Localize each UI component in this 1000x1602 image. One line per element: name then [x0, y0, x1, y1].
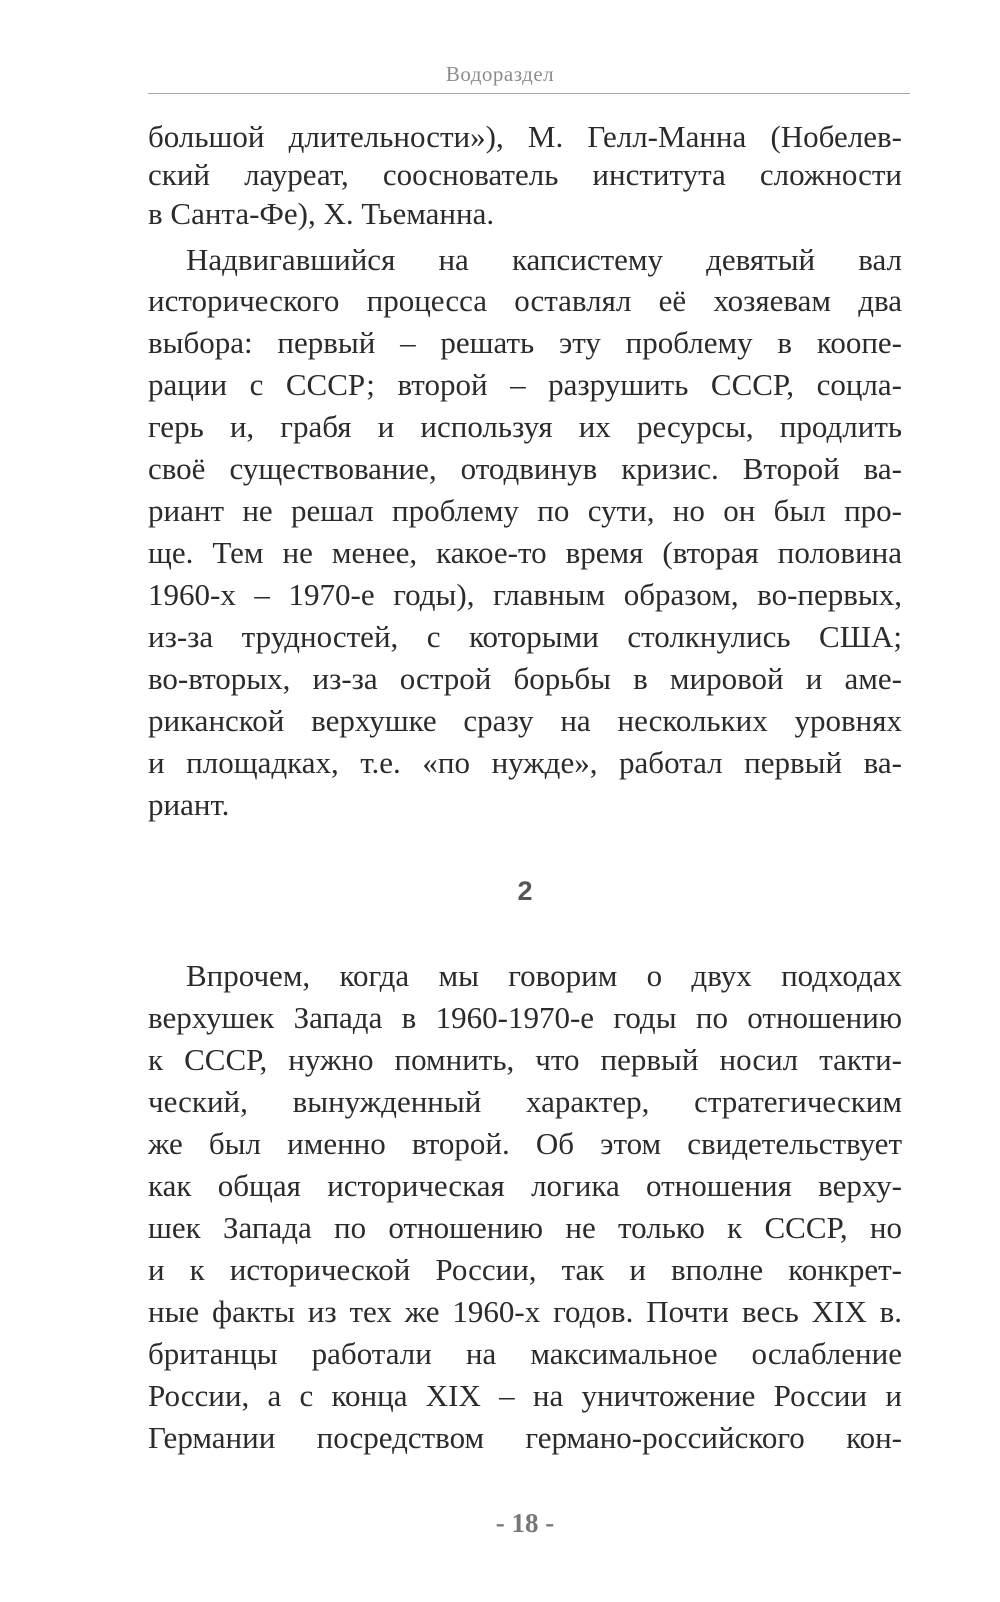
text-line: ческий, вынужденный характер, стратегическим: [148, 1084, 902, 1119]
text-line: в Санта-Фе), Х. Тьеманна.: [148, 196, 495, 231]
text-line: Германии посредством германо-российского кон-: [148, 1420, 902, 1455]
text-line: рации с СССР; второй – разрушить СССР, соцла-: [148, 367, 902, 402]
text-line: во-вторых, из-за острой борьбы в мировой и аме-: [148, 661, 902, 696]
text-line: и к исторической России, так и вполне конкрет-: [148, 1252, 902, 1287]
text-line: риканской верхушке сразу на нескольких уровнях: [148, 703, 902, 738]
text-line: ще. Тем не менее, какое-то время (вторая половина: [148, 535, 902, 570]
text-line: ные факты из тех же 1960-х годов. Почти весь XIX в.: [148, 1294, 902, 1329]
text-line: верхушек Запада в 1960-1970-е годы по отношению: [148, 1000, 902, 1035]
text-line: ский лауреат, сооснователь института сложности: [148, 157, 902, 192]
text-line: как общая историческая логика отношения верху-: [148, 1168, 902, 1203]
header-rule: [148, 93, 910, 94]
text-line: и площадках, т.е. «по нужде», работал первый ва-: [148, 745, 902, 780]
text-line: риант не решал проблему по сути, но он был про-: [148, 493, 902, 528]
text-line: риант.: [148, 787, 230, 822]
text-line: исторического процесса оставлял её хозяевам два: [148, 283, 902, 318]
text-line: России, а с конца XIX – на уничтожение России и: [148, 1378, 902, 1413]
text-line: Надвигавшийся на капсистему девятый вал: [186, 242, 902, 277]
text-line: Впрочем, когда мы говорим о двух подходах: [186, 958, 902, 993]
text-line: к СССР, нужно помнить, что первый носил такти-: [148, 1042, 902, 1077]
text-line: герь и, грабя и используя их ресурсы, продлить: [148, 409, 902, 444]
text-line: своё существование, отодвинув кризис. Второй ва-: [148, 451, 902, 486]
text-line: шек Запада по отношению не только к СССР, но: [148, 1210, 902, 1245]
text-line: большой длительности»), М. Гелл-Манна (Нобелев-: [148, 119, 902, 154]
section-number: 2: [517, 876, 533, 906]
text-line: из-за трудностей, с которыми столкнулись США;: [148, 619, 902, 654]
text-line: же был именно второй. Об этом свидетельствует: [148, 1126, 902, 1161]
page-number: - 18 -: [495, 1508, 555, 1538]
running-head: Водораздел: [445, 62, 555, 86]
text-line: выбора: первый – решать эту проблему в коопе-: [148, 325, 902, 360]
text-line: 1960-х – 1970-е годы), главным образом, во-первых,: [148, 577, 902, 612]
text-line: британцы работали на максимальное ослабление: [148, 1336, 902, 1371]
